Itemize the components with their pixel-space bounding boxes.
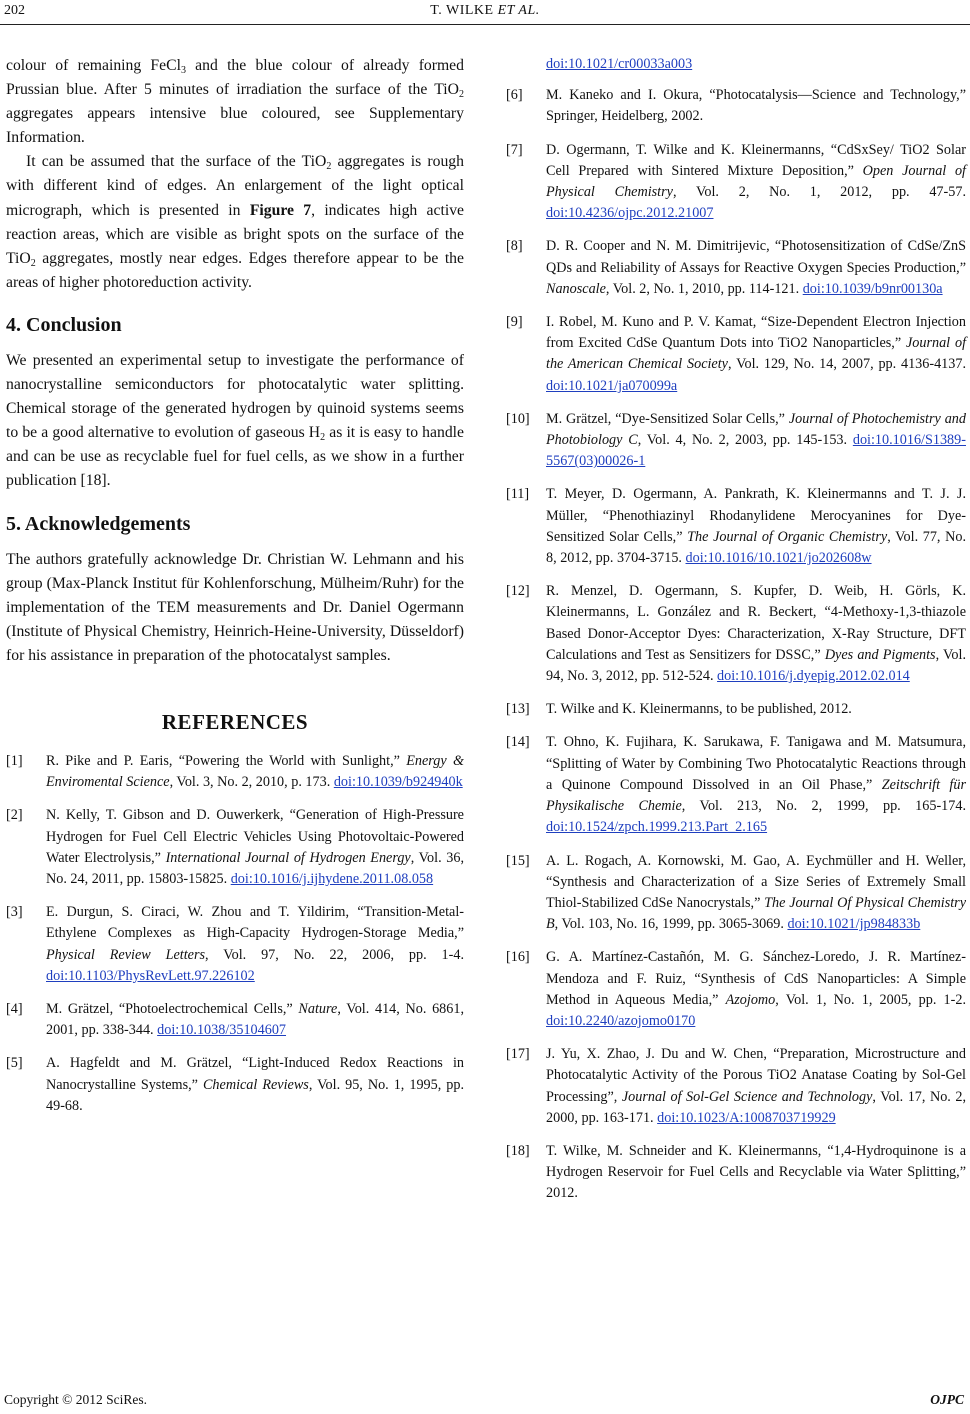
reference-item xyxy=(506,140,966,225)
reference-journal: Physical Review Letters xyxy=(46,946,206,963)
reference-text: M. Grätzel, “Dye-Sensitized Solar Cells,” Journal of Photochemistry and Photobiology C, Vol. 4, No. 2, 2003, pp. 145-153. doi:10.1016/S1389-5567(03)00026-1 xyxy=(546,410,966,470)
reference-number: [14] xyxy=(506,734,530,751)
reference-doi-link[interactable]: doi:10.1016/S1389-5567(03)00026-1 xyxy=(546,432,966,470)
reference-journal: Energy & Enviromental Science xyxy=(46,752,464,791)
reference-number: [7] xyxy=(506,141,523,158)
reference-item xyxy=(6,999,464,1041)
reference-text: R. Pike and P. Earis, “Powering the World with Sunlight,” Energy & Enviromental Science, Vol. 3, No. 2, 2010, p. 173. doi:10.1039/b924940k xyxy=(46,752,464,791)
running-head-authors: T. WILKE xyxy=(430,3,494,18)
reference-doi-link[interactable]: doi:10.1039/b9nr00130a xyxy=(802,280,943,297)
reference-journal: Journal of Photochemistry and Photobiology C xyxy=(546,410,966,449)
header-rule xyxy=(0,24,970,25)
reference-item xyxy=(506,484,966,569)
reference-text: T. Ohno, K. Fujihara, K. Sarukawa, F. Tanigawa and M. Matsumura, “Splitting of Water by Combining Two Photocatalytic Reactions through a Quinone Compound Dissolved in an Oil Phase,” Zeitschrift für Physikalische Chemie, Vol. 213, No. 2, 1999, pp. 165-174. doi:10.1524/zpch.1999.213.Part_2.165 xyxy=(546,734,967,836)
reference-doi-link[interactable]: doi:10.1016/j.dyepig.2012.02.014 xyxy=(717,668,910,685)
running-head xyxy=(0,3,970,19)
reference-doi-link[interactable]: doi:10.1524/zpch.1999.213.Part_2.165 xyxy=(546,819,768,836)
reference-doi-link[interactable]: doi:10.1021/jp984833b xyxy=(787,916,921,933)
reference-doi-link[interactable]: doi:10.1039/b924940k xyxy=(333,774,463,791)
reference-doi-link[interactable]: doi:10.2240/azojomo0170 xyxy=(546,1012,696,1029)
reference-text: J. Yu, X. Zhao, J. Du and W. Chen, “Preparation, Microstructure and Photocatalytic Activity of the Porous TiO2 Anatase Coating by Sol-Gel Processing”, Journal of Sol-Gel Science and Technology, Vol. 17, No. 2, 2000, pp. 163-171. doi:10.1023/A:1008703719929 xyxy=(546,1046,966,1126)
references-title: REFERENCES xyxy=(161,709,309,734)
reference-item xyxy=(6,1053,464,1117)
reference-item xyxy=(506,699,966,720)
reference-item xyxy=(506,851,966,936)
left-column xyxy=(6,54,464,1129)
reference-journal: Journal of Sol-Gel Science and Technology xyxy=(621,1088,873,1105)
reference-doi-link[interactable]: doi:10.1016/j.ijhydene.2011.08.058 xyxy=(230,870,434,887)
reference-item xyxy=(506,1141,966,1205)
reference-number: [2] xyxy=(6,807,23,824)
reference-number: [10] xyxy=(506,410,530,427)
reference-number: [6] xyxy=(506,87,523,104)
reference-item xyxy=(506,947,966,1032)
reference-number: [3] xyxy=(6,904,23,921)
reference-doi-link[interactable]: doi:10.1016/10.1021/jo202608w xyxy=(685,550,872,567)
reference-text: D. R. Cooper and N. M. Dimitrijevic, “Photosensitization of CdSe/ZnS QDs and Reliability of Assays for Reactive Oxygen Species Production,” Nanoscale, Vol. 2, No. 1, 2010, pp. 114-121. doi:10.1039/b9nr00130a xyxy=(546,238,966,297)
reference-continuation xyxy=(506,54,966,75)
page-header xyxy=(0,0,970,26)
reference-item xyxy=(506,1044,966,1129)
reference-number: [1] xyxy=(6,752,23,769)
reference-number: [9] xyxy=(506,314,523,331)
footer-copyright: Copyright © 2012 SciRes. xyxy=(4,1392,148,1407)
reference-text: T. Wilke, M. Schneider and K. Kleinermanns, “1,4-Hydroquinone is a Hydrogen Reservoir for Fuel Cells and Recyclable via Water Splitting,” 2012. xyxy=(546,1142,966,1202)
reference-journal: The Journal of Organic Chemistry xyxy=(687,528,888,545)
right-column xyxy=(506,54,966,1217)
paragraph-surface-edges: It can be assumed that the surface of the TiO$_2$ aggregates is rough with different kind of edges. An enlargement of the light optical micrograph, which is presented in Figure 7, indicates high active reaction areas, which are visible as bright spots on the surface of the TiO$_2$ aggregates, mostly near edges. Edges therefore appear to be the areas of higher photoreduction activity. xyxy=(6,153,465,291)
reference-doi-link[interactable]: doi:10.1021/cr00033a003 xyxy=(546,56,693,72)
references-list-right xyxy=(506,54,966,1205)
reference-text: G. A. Martínez-Castañón, M. G. Sánchez-Loredo, J. R. Martínez-Mendoza and F. Ruiz, “Synthesis of CdS Nanoparticles: A Simple Method in Aqueous Media,” Azojomo, Vol. 1, No. 1, 2005, pp. 1-2. doi:10.2240/azojomo0170 xyxy=(546,949,966,1029)
reference-doi-link[interactable]: doi:10.1021/ja070099a xyxy=(546,377,678,394)
reference-number: [12] xyxy=(506,583,530,600)
reference-item xyxy=(506,85,966,127)
conclusion-heading: 4. Conclusion xyxy=(6,313,122,336)
reference-text: R. Menzel, D. Ogermann, S. Kupfer, D. Weib, H. Görls, K. Kleinermanns, L. González and R. Beckert, “4-Methoxy-1,3-thiazole Based Donor-Acceptor Dyes: Characterization, X-Ray Structure, DFT Calculations and Test as Sensitizers for DSSC,” Dyes and Pigments, Vol. 94, No. 3, 2012, pp. 512-524. doi:10.1016/j.dyepig.2012.02.014 xyxy=(546,583,967,685)
reference-item xyxy=(506,732,966,838)
reference-journal: The Journal Of Physical Chemistry B xyxy=(546,894,966,933)
reference-text: A. Hagfeldt and M. Grätzel, “Light-Induced Redox Reactions in Nanocrystalline Systems,” Chemical Reviews, Vol. 95, No. 1, 1995, pp. 49-68. xyxy=(46,1055,465,1114)
reference-number: [8] xyxy=(506,238,523,255)
reference-journal: Nanoscale xyxy=(546,280,606,297)
references-list-left xyxy=(6,751,464,1117)
reference-journal: Chemical Reviews xyxy=(202,1076,309,1093)
paragraph-conclusion: We presented an experimental setup to investigate the performance of nanocrystalline semiconductors for photocatalytic water splitting. Chemical storage of the generated hydrogen by quinoid systems seems to be a good alternative to evolution of gaseous $H_2$ as it is easy to handle and can be use as recyclable fuel for fuel cells, as we show in a further publication [18]. xyxy=(6,351,464,490)
reference-number: [18] xyxy=(506,1142,530,1159)
reference-text: M. Kaneko and I. Okura, “Photocatalysis—Science and Technology,” Springer, Heidelberg, 2002. xyxy=(546,87,966,125)
reference-text: A. L. Rogach, A. Kornowski, M. Gao, A. Eychmüller and H. Weller, “Synthesis and Characterization of a Size Series of Extremely Small Thiol-Stabilized CdSe Nanocrystals,” The Journal Of Physical Chemistry B, Vol. 103, No. 16, 1999, pp. 3065-3069. doi:10.1021/jp984833b xyxy=(546,852,966,933)
running-head-et-al: ET AL. xyxy=(497,3,540,18)
footer-journal: OJPC xyxy=(930,1392,964,1407)
reference-text: D. Ogermann, T. Wilke and K. Kleinermanns, “CdSxSey/ TiO2 Solar Cell Prepared with Sintered Mixture Deposition,” Open Journal of Physical Chemistry, Vol. 2, No. 1, 2012, pp. 47-57. doi:10.4236/ojpc.2012.21007 xyxy=(546,141,966,222)
reference-number: [4] xyxy=(6,1001,23,1017)
reference-item xyxy=(506,409,966,473)
reference-journal: Journal of the American Chemical Society xyxy=(546,335,967,373)
reference-journal: Open Journal of Physical Chemistry xyxy=(546,162,966,201)
paragraph-acknowledgements: The authors gratefully acknowledge Dr. Christian W. Lehmann and his group (Max-Planck Institut für Kohlenforschung, Mülheim/Ruhr) for the implementation of the TEM measurements and Dr. Daniel Ogermann (Institute of Physical Chemistry, Heinrich-Heine-University, Düsseldorf) for his assistance in preparation of the photocatalyst samples. xyxy=(6,550,464,664)
reference-text: T. Wilke and K. Kleinermanns, to be published, 2012. xyxy=(546,701,852,718)
reference-text: I. Robel, M. Kuno and P. V. Kamat, “Size-Dependent Electron Injection from Excited CdSe Quantum Dots into TiO2 Nanoparticles,” Journal of the American Chemical Society, Vol. 129, No. 14, 2007, pp. 4136-4137. doi:10.1021/ja070099a xyxy=(546,314,967,394)
reference-journal: International Journal of Hydrogen Energy xyxy=(165,849,411,866)
reference-text: N. Kelly, T. Gibson and D. Ouwerkerk, “Generation of High-Pressure Hydrogen for Fuel Cell Electric Vehicles Using Photovoltaic-Powered Water Electrolysis,” International Journal of Hydrogen Energy, Vol. 36, No. 24, 2011, pp. 15803-15825. doi:10.1016/j.ijhydene.2011.08.058 xyxy=(46,807,464,887)
reference-item xyxy=(6,751,464,793)
reference-doi-link[interactable]: doi:10.4236/ojpc.2012.21007 xyxy=(546,205,714,222)
acknowledgements-heading: 5. Acknowledgements xyxy=(6,512,191,535)
reference-journal: Azojomo xyxy=(725,991,776,1008)
reference-doi-link[interactable]: doi:10.1038/35104607 xyxy=(157,1022,287,1039)
reference-number: [15] xyxy=(506,852,530,869)
reference-item xyxy=(506,236,966,300)
reference-text: E. Durgun, S. Ciraci, W. Zhou and T. Yildirim, “Transition-Metal-Ethylene Complexes as High-Capacity Hydrogen-Storage Media,” Physical Review Letters, Vol. 97, No. 22, 2006, pp. 1-4. doi:10.1103/PhysRevLett.97.226102 xyxy=(46,904,464,984)
reference-number: [17] xyxy=(506,1046,530,1063)
reference-item xyxy=(506,581,966,687)
reference-item xyxy=(6,805,464,890)
reference-number: [11] xyxy=(506,486,530,503)
page-number: 202 xyxy=(4,3,25,18)
reference-doi-link[interactable]: doi:10.1103/PhysRevLett.97.226102 xyxy=(46,967,255,984)
reference-journal: Nature xyxy=(298,1001,338,1017)
reference-number: [13] xyxy=(506,701,530,718)
reference-doi-link[interactable]: doi:10.1023/A:1008703719929 xyxy=(657,1109,836,1126)
reference-text: T. Meyer, D. Ogermann, A. Pankrath, K. Kleinermanns and T. J. J. Müller, “Phenothiazinyl Rhodanylidene Merocyanines for Dye-Sensitized Solar Cells,” The Journal of Organic Chemistry, Vol. 77, No. 8, 2012, pp. 3704-3715. doi:10.1016/10.1021/jo202608w xyxy=(546,486,966,567)
reference-number: [5] xyxy=(6,1055,23,1072)
reference-text: M. Grätzel, “Photoelectrochemical Cells,” Nature, Vol. 414, No. 6861, 2001, pp. 338-344. doi:10.1038/35104607 xyxy=(46,1001,464,1039)
reference-journal: Dyes and Pigments xyxy=(824,646,936,663)
paragraph-prussian-blue: colour of remaining FeCl$_3$ and the blue colour of already formed Prussian blue. After 5 minutes of irradiation the surface of the TiO$_2$ aggregates appears intensive blue coloured, see Supplementary Information. xyxy=(6,57,464,147)
reference-item xyxy=(506,312,966,397)
reference-item xyxy=(6,902,464,987)
reference-number: [16] xyxy=(506,949,530,966)
reference-journal: Zeitschrift für Physikalische Chemie xyxy=(546,776,966,815)
